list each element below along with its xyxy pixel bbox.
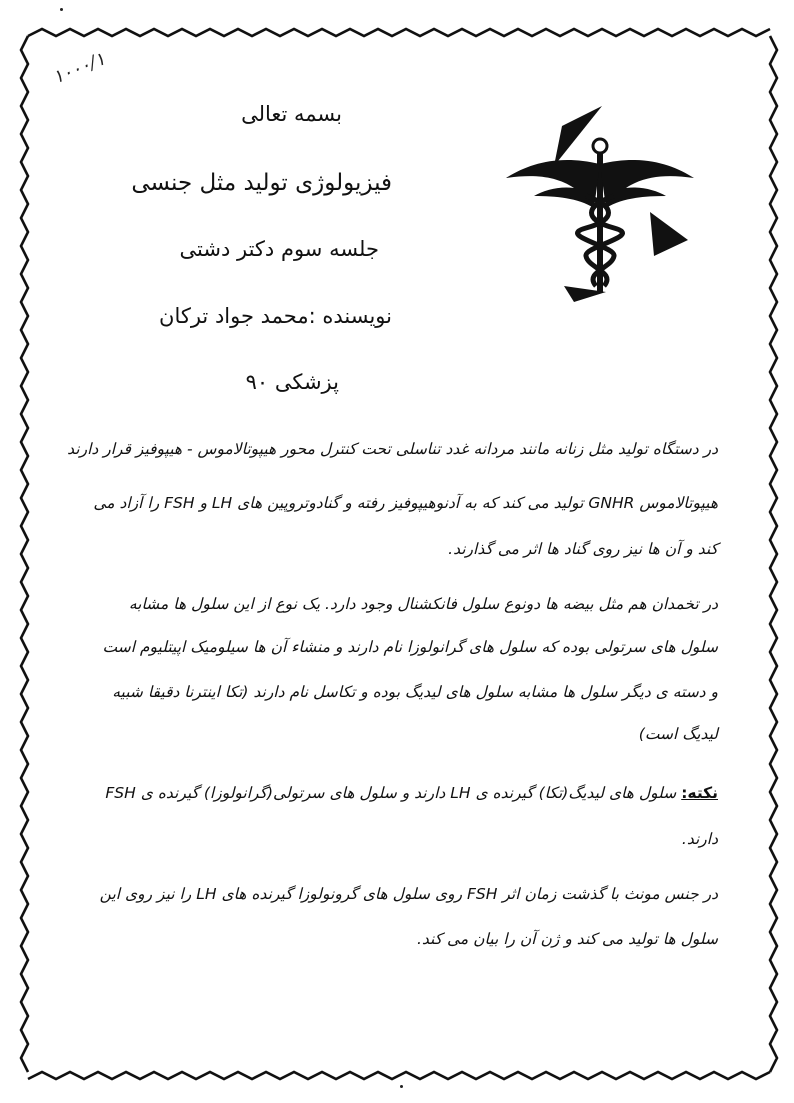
caduceus-icon (500, 100, 700, 310)
paragraph-1-line-1: در دستگاه تولید مثل زنانه مانند مردانه غدد تناسلی تحت کنترل محور هیپوتالاموس - هیپوفیز قرار دارند (67, 440, 718, 458)
note-text-1: سلول های لیدیگ(تکا) گیرنده ی LH دارند و سلول های سرتولی(گرانولوزا) گیرنده ی FSH (105, 784, 677, 802)
subject-title: فیزیولوژی تولید مثل جنسی (131, 170, 392, 196)
note-line-1 (105, 784, 718, 803)
note-label: نکته: (681, 784, 718, 802)
scan-speck (60, 8, 63, 11)
session-line: جلسه سوم دکتر دشتی (179, 237, 379, 261)
note-line-2: دارند. (681, 830, 718, 848)
paragraph-1-line-2: هیپوتالاموس GNHR تولید می کند که به آدنوهیپوفیز رفته و گنادوتروپین های LH و FSH را آزاد می (93, 494, 718, 512)
paragraph-3-line-1: در جنس مونث با گذشت زمان اثر FSH روی سلول های گرونولوزا گیرنده های LH را نیز روی این (99, 885, 718, 903)
paragraph-1-line-3: کند و آن ها نیز روی گناد ها اثر می گذارند. (448, 540, 718, 558)
paragraph-3-line-2: سلول ها تولید می کند و ژن آن را بیان می کند. (416, 930, 718, 948)
class-line: پزشکی ۹۰ (245, 370, 339, 394)
paragraph-2-line-4: لیدیگ است) (638, 725, 718, 743)
paragraph-2-line-2: سلول های سرتولی بوده که سلول های گرانولوزا نام دارند و منشاء آن ها سیلومیک اپیتلیوم است (102, 638, 718, 656)
author-line: نویسنده :محمد جواد ترکان (159, 304, 392, 328)
scan-speck (400, 1085, 403, 1088)
corner-handwritten-note: ۱۰۰۰/۱ (50, 48, 109, 89)
basmala-heading: بسمه تعالی (241, 102, 342, 126)
paragraph-2-line-1: در تخمدان هم مثل بیضه ها دونوع سلول فانکشنال وجود دارد. یک نوع از این سلول ها مشابه (128, 595, 718, 613)
paragraph-2-line-3: و دسته ی دیگر سلول ها مشابه سلول های لیدیگ بوده و تکاسل نام دارند (تکا اینترنا دقیقا شبیه (112, 683, 718, 701)
